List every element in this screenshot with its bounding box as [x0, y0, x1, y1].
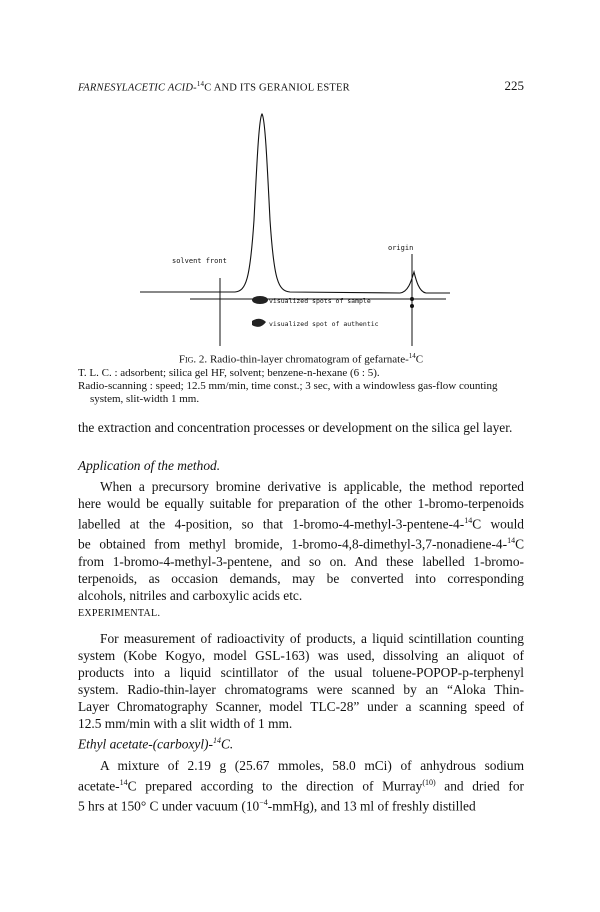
sample-origin-dot	[410, 304, 414, 308]
heading-experimental: EXPERIMENTAL.	[78, 608, 161, 619]
para3-line-4: system. Radio-thin-layer chromatograms were scanned by an “Aloka Thin-	[78, 682, 524, 697]
superscript-14: 14	[196, 80, 205, 88]
superscript-14: 14	[464, 516, 473, 525]
paragraph-extraction	[78, 419, 524, 436]
para2-line-3	[78, 512, 524, 532]
para2-line-4	[78, 532, 524, 552]
para3-line-6: 12.5 mm/min with a slit width of 1 mm.	[78, 716, 293, 731]
para4-line-2c: and dried for	[435, 778, 525, 794]
para2-line-4a: be obtained from methyl bromide, 1-bromo-4,8-dimethyl-3,7-nonadiene-4-	[78, 536, 508, 552]
sample-spot-icon	[252, 296, 268, 304]
chromatogram-svg	[70, 100, 530, 350]
legend-sample-label: visualized spots of sample	[269, 297, 371, 305]
para4-line-3a: 5 hrs at 150° C under vacuum (10	[78, 798, 260, 814]
running-title-part-b: C AND ITS GERANIOL ESTER	[204, 82, 350, 94]
para4-line-3	[78, 794, 524, 814]
heading-ethyl-acetate	[78, 736, 233, 752]
heading-ethyl-text: Ethyl acetate-(carboxyl)-	[78, 736, 213, 752]
caption-fig-label: Fig. 2.	[178, 353, 208, 366]
para2-line-2: here would be equally suitable for preparation of the other 1-bromo-terpenoids	[78, 496, 524, 511]
solvent-front-label: solvent front	[172, 257, 227, 265]
para4-line-2	[78, 774, 524, 794]
heading-ethyl-end: C.	[220, 736, 234, 752]
para2-line-3b: C would	[472, 516, 524, 532]
caption-line-3: system, slit-width 1 mm.	[90, 392, 200, 405]
para3-line-3: products into a liquid scintillator of the usual toluene-POPOP-p-terphenyl	[78, 665, 524, 680]
superscript-14: 14	[119, 778, 128, 787]
para4-line-3b: -mmHg), and 13 ml of freshly distilled	[267, 798, 476, 814]
paragraph-application	[78, 478, 524, 604]
para4-line-2a: acetate-	[78, 778, 120, 794]
chromatogram-figure	[70, 100, 530, 350]
superscript-minus4: −4	[259, 798, 268, 808]
reference-10: (10)	[422, 778, 436, 787]
paragraph-ethyl-acetate	[78, 757, 524, 815]
para3-line-1: For measurement of radioactivity of products, a liquid scintillation counting	[100, 631, 524, 646]
para2-line-5: from 1-bromo-4-methyl-3-pentene, and so on. And these labelled 1-bromo-	[78, 553, 524, 569]
paragraph-extraction-text: the extraction and concentration processes or development on the silica gel layer.	[78, 420, 513, 435]
authentic-spot-icon	[252, 319, 266, 327]
caption-title	[78, 350, 524, 367]
running-header	[78, 80, 524, 100]
origin-dot	[410, 297, 414, 301]
caption-title-suffix: C	[415, 353, 424, 366]
para2-line-3a: labelled at the 4-position, so that 1-bromo-4-methyl-3-pentene-4-	[78, 516, 465, 532]
caption-title-text: Radio-thin-layer chromatogram of gefarnate-	[209, 353, 409, 366]
para4-line-2b: C prepared according to the direction of Murray	[127, 778, 423, 794]
superscript-14: 14	[507, 536, 516, 546]
caption-line-2: Radio-scanning : speed; 12.5 mm/min, time const.; 3 sec, with a windowless gas-flow counting	[78, 379, 498, 392]
paragraph-experimental	[78, 630, 524, 732]
para2-line-4b: C	[515, 536, 524, 552]
figure-caption	[78, 350, 524, 406]
superscript-14: 14	[212, 736, 221, 745]
para2-line-1: When a precursory bromine derivative is applicable, the method reported	[100, 479, 524, 494]
scan-trace	[140, 114, 450, 293]
superscript-14: 14	[408, 352, 416, 360]
para3-line-5: Layer Chromatography Scanner, model TLC-28” under a scanning speed of	[78, 699, 524, 714]
running-title	[78, 80, 350, 94]
legend-authentic-label: visualized spot of authentic	[269, 320, 379, 328]
para2-line-7: alcohols, nitriles and carboxylic acids etc.	[78, 587, 303, 603]
caption-line-1: T. L. C. : adsorbent; silica gel HF, solvent; benzene-n-hexane (6 : 5).	[78, 366, 380, 379]
running-title-part-a: FARNESYLACETIC ACID-	[78, 82, 197, 94]
para2-line-6: terpenoids, as occasion demands, may be converted into corresponding	[78, 570, 524, 586]
para3-line-2: system (Kobe Kogyo, model GSL-163) was used, dissolving an aliquot of	[78, 648, 524, 663]
origin-label: origin	[388, 244, 414, 252]
para4-line-1: A mixture of 2.19 g (25.67 mmoles, 58.0 mCi) of anhydrous sodium	[100, 758, 524, 773]
heading-application: Application of the method.	[78, 458, 221, 473]
page-number: 225	[504, 78, 524, 93]
